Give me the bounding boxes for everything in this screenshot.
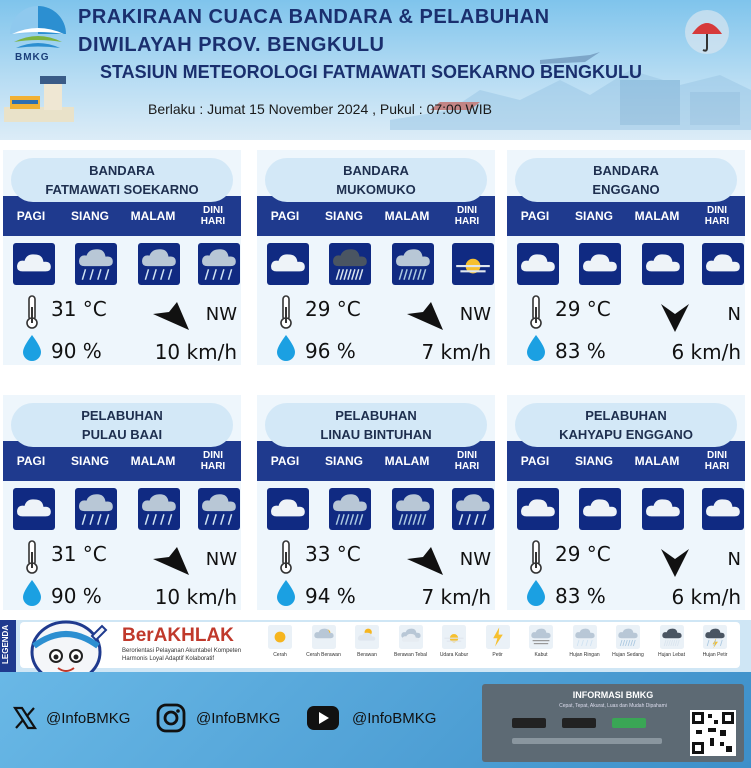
legend-item [302, 624, 346, 658]
berakhlak-values-text: Berorientasi Pelayanan Akuntabel Kompeten Harmonis Loyal Adaptif Kolaboratif [122, 648, 242, 662]
cloudy-icon [355, 624, 379, 650]
wind-speed-value: 10 km/h [154, 340, 237, 364]
light-rain-icon [75, 243, 117, 285]
light-rain-icon [138, 243, 180, 285]
heavy-rain-icon [329, 243, 371, 285]
sun-icon [268, 624, 292, 650]
legend-side-bar [0, 620, 16, 672]
logo-label: BMKG [15, 52, 50, 63]
wind-direction-value: N [727, 549, 741, 570]
hari-word: HARI [454, 461, 480, 472]
moderate-rain-icon [392, 488, 434, 530]
legend-item [693, 624, 737, 658]
thermometer-icon [25, 295, 39, 329]
time-label-malam: MALAM [130, 454, 176, 468]
legend-item-label: Hujan Sedang [612, 652, 644, 658]
time-of-day-bar [257, 196, 495, 236]
location-name: LINAU BINTUHAN [320, 427, 432, 442]
page-title-line1: PRAKIRAAN CUACA BANDARA & PELABUHAN [78, 6, 550, 28]
location-name: MUKOMUKO [336, 182, 416, 197]
time-label-pagi: PAGI [16, 454, 46, 468]
humidity-drop-icon [275, 578, 297, 606]
location-name-pill [265, 403, 487, 447]
dini-word: DINI [707, 205, 727, 216]
legend-item-label: Hujan Lebat [658, 652, 685, 658]
time-label-pagi: PAGI [16, 209, 46, 223]
temperature-value: 29 °C [555, 542, 611, 566]
legend-item [650, 624, 694, 658]
heavy-rain-icon [660, 624, 684, 650]
location-name: ENGGANO [592, 182, 660, 197]
fog-icon [529, 624, 553, 650]
forecast-panel [507, 150, 745, 365]
location-name: PULAU BAAI [81, 427, 163, 442]
time-label-dini-hari [689, 441, 745, 481]
humidity-value: 96 % [305, 339, 356, 363]
wind-direction-arrow-icon [655, 545, 695, 579]
time-of-day-bar [3, 441, 241, 481]
thermometer-icon [25, 540, 39, 574]
legend-item-label: Hujan Petir [702, 652, 728, 658]
legend-item-label: Kabut [534, 652, 548, 658]
legend-item [563, 624, 607, 658]
wind-direction-value: NW [205, 549, 237, 570]
time-label-malam: MALAM [130, 209, 176, 223]
time-label-pagi: PAGI [520, 454, 550, 468]
time-label-pagi: PAGI [520, 209, 550, 223]
location-name: FATMAWATI SOEKARNO [45, 182, 199, 197]
legend-side-label: LEGENDA [1, 624, 10, 664]
wind-direction-value: NW [205, 304, 237, 325]
control-tower-illustration [4, 72, 74, 122]
time-label-dini-hari [439, 196, 495, 236]
wind-direction-arrow-icon [405, 545, 445, 579]
cloud-icon [13, 488, 55, 530]
legend-item [606, 624, 650, 658]
location-name-pill [11, 403, 233, 447]
forecast-panel [257, 395, 495, 610]
time-of-day-bar [257, 441, 495, 481]
light-rain-icon [573, 624, 597, 650]
cloud-icon [702, 243, 744, 285]
light-rain-icon [138, 488, 180, 530]
legend-item [345, 624, 389, 658]
page-title-line2: DIWILAYAH PROV. BENGKULU [78, 34, 385, 56]
legend-item-label: Udara Kabur [439, 652, 469, 658]
light-rain-icon [452, 488, 494, 530]
wind-speed-value: 7 km/h [421, 585, 491, 609]
light-rain-icon [198, 243, 240, 285]
time-label-malam: MALAM [634, 209, 680, 223]
location-name-pill [515, 158, 737, 202]
location-type: BANDARA [89, 163, 155, 178]
cloud-icon [642, 488, 684, 530]
temperature-value: 29 °C [305, 297, 361, 321]
time-label-siang: SIANG [324, 454, 363, 468]
time-label-siang: SIANG [574, 209, 613, 223]
cloud-icon [579, 243, 621, 285]
wind-speed-value: 7 km/h [421, 340, 491, 364]
wind-direction-value: NW [459, 304, 491, 325]
qr-code-icon[interactable] [690, 710, 736, 756]
time-label-dini-hari [185, 441, 241, 481]
legend-item-label: Petir [492, 652, 503, 658]
partly-cloudy-icon [312, 624, 336, 650]
time-label-siang: SIANG [70, 454, 109, 468]
humidity-drop-icon [21, 578, 43, 606]
thermometer-icon [279, 540, 293, 574]
forecast-panel [507, 395, 745, 610]
forecast-panel [3, 395, 241, 610]
legend-item-label: Berawan [357, 652, 377, 658]
youtube-icon[interactable] [306, 705, 340, 731]
app-store-badge-icon[interactable] [512, 718, 546, 728]
social-links-row [512, 738, 662, 744]
location-name: KAHYAPU ENGGANO [559, 427, 693, 442]
info-bmkg-title: INFORMASI BMKG [572, 690, 654, 700]
thunderstorm-icon [703, 624, 727, 650]
legend-item [432, 624, 476, 658]
wind-speed-value: 10 km/h [154, 585, 237, 609]
time-label-malam: MALAM [634, 454, 680, 468]
forecast-panel [3, 150, 241, 365]
umbrella-rain-icon [672, 8, 742, 56]
x-twitter-icon[interactable] [12, 705, 38, 731]
station-title: STASIUN METEOROLOGI FATMAWATI SOEKARNO BENGKULU [100, 62, 642, 82]
legend-item-label: Berawan Tebal [394, 652, 427, 658]
overcast-icon [399, 624, 423, 650]
cloud-icon [267, 243, 309, 285]
legend-item [258, 624, 302, 658]
dini-word: DINI [203, 450, 223, 461]
legend-item [519, 624, 563, 658]
moderate-rain-icon [329, 488, 371, 530]
instagram-handle-link[interactable]: @InfoBMKG [196, 710, 281, 727]
validity-text: Berlaku : Jumat 15 November 2024 , Pukul : 07:00 WIB [148, 101, 492, 117]
temperature-value: 31 °C [51, 542, 107, 566]
instagram-icon[interactable] [156, 703, 186, 733]
location-name-pill [265, 158, 487, 202]
legend-item [389, 624, 433, 658]
time-label-dini-hari [689, 196, 745, 236]
time-of-day-bar [507, 196, 745, 236]
temperature-value: 31 °C [51, 297, 107, 321]
hari-word: HARI [704, 461, 730, 472]
temperature-value: 29 °C [555, 297, 611, 321]
cloud-icon [267, 488, 309, 530]
berakhlak-logo-text: BerAKHLAK [122, 625, 234, 646]
haze-icon [442, 624, 466, 650]
moderate-rain-icon [616, 624, 640, 650]
info-bmkg-subtitle: Cepat, Tepat, Akurat, Luas dan Mudah Dipahami [559, 703, 667, 709]
humidity-value: 83 % [555, 339, 606, 363]
humidity-value: 90 % [51, 584, 102, 608]
humidity-drop-icon [275, 333, 297, 361]
time-label-malam: MALAM [384, 209, 430, 223]
moderate-rain-icon [392, 243, 434, 285]
time-label-siang: SIANG [324, 209, 363, 223]
location-type: PELABUHAN [81, 408, 163, 423]
dini-word: DINI [203, 205, 223, 216]
time-label-malam: MALAM [384, 454, 430, 468]
time-label-dini-hari [439, 441, 495, 481]
location-name-pill [515, 403, 737, 447]
hari-word: HARI [704, 216, 730, 227]
thermometer-icon [529, 540, 543, 574]
info-bmkg-app-badge-icon[interactable] [612, 718, 646, 728]
location-type: PELABUHAN [335, 408, 417, 423]
cloud-icon [642, 243, 684, 285]
time-label-dini-hari [185, 196, 241, 236]
time-label-siang: SIANG [70, 209, 109, 223]
cloud-icon [517, 243, 559, 285]
humidity-value: 94 % [305, 584, 356, 608]
dini-word: DINI [457, 450, 477, 461]
haze-icon [452, 243, 494, 285]
location-type: BANDARA [343, 163, 409, 178]
light-rain-icon [75, 488, 117, 530]
wind-speed-value: 6 km/h [671, 340, 741, 364]
wind-direction-arrow-icon [151, 300, 191, 334]
wind-direction-arrow-icon [405, 300, 445, 334]
temperature-value: 33 °C [305, 542, 361, 566]
wind-speed-value: 6 km/h [671, 585, 741, 609]
time-of-day-bar [3, 196, 241, 236]
hari-word: HARI [200, 461, 226, 472]
time-of-day-bar [507, 441, 745, 481]
google-play-badge-icon[interactable] [562, 718, 596, 728]
thermometer-icon [279, 295, 293, 329]
youtube-handle-link[interactable]: @InfoBMKG [352, 710, 437, 727]
light-rain-icon [198, 488, 240, 530]
time-label-pagi: PAGI [270, 209, 300, 223]
legend-item-label: Cerah [273, 652, 287, 658]
location-name-pill [11, 158, 233, 202]
dini-word: DINI [707, 450, 727, 461]
legend-item [476, 624, 520, 658]
time-label-pagi: PAGI [270, 454, 300, 468]
cloud-icon [579, 488, 621, 530]
wind-direction-arrow-icon [151, 545, 191, 579]
wind-direction-arrow-icon [655, 300, 695, 334]
humidity-drop-icon [525, 333, 547, 361]
legend-item-label: Cerah Berawan [306, 652, 341, 658]
cloud-icon [13, 243, 55, 285]
humidity-drop-icon [21, 333, 43, 361]
time-label-siang: SIANG [574, 454, 613, 468]
lightning-icon [486, 624, 510, 650]
dini-word: DINI [457, 205, 477, 216]
location-type: BANDARA [593, 163, 659, 178]
humidity-value: 83 % [555, 584, 606, 608]
legend-item-label: Hujan Ringan [569, 652, 600, 658]
forecast-panel [257, 150, 495, 365]
humidity-drop-icon [525, 578, 547, 606]
x-handle-link[interactable]: @InfoBMKG [46, 710, 131, 727]
hari-word: HARI [454, 216, 480, 227]
hari-word: HARI [200, 216, 226, 227]
wind-direction-value: N [727, 304, 741, 325]
cloud-icon [702, 488, 744, 530]
cloud-icon [517, 488, 559, 530]
thermometer-icon [529, 295, 543, 329]
humidity-value: 90 % [51, 339, 102, 363]
location-type: PELABUHAN [585, 408, 667, 423]
wind-direction-value: NW [459, 549, 491, 570]
